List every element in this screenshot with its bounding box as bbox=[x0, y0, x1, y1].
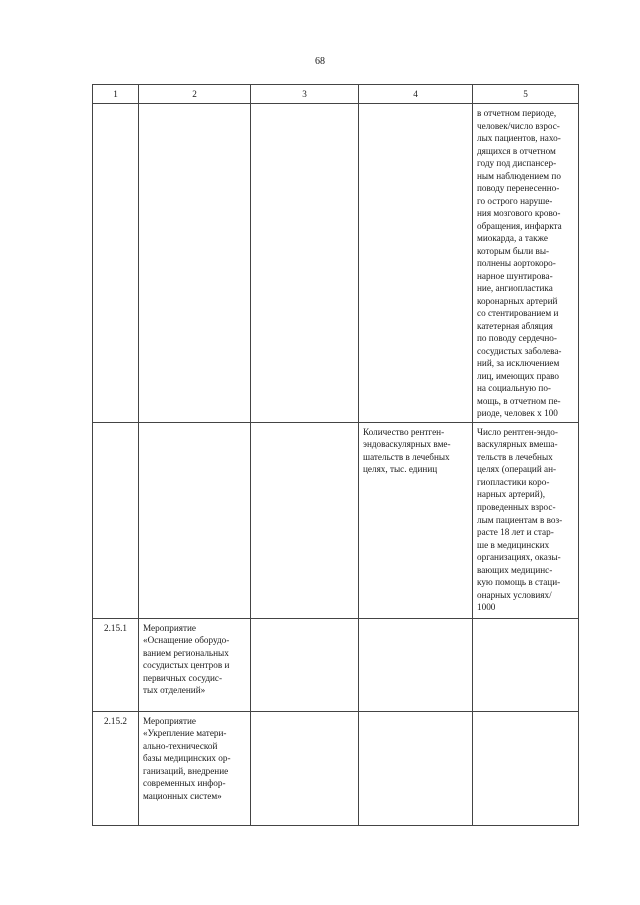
cell-description bbox=[139, 422, 251, 618]
cell-col3 bbox=[251, 618, 359, 711]
cell-number: 2.15.2 bbox=[93, 711, 139, 825]
cell-col3 bbox=[251, 711, 359, 825]
cell-col3 bbox=[251, 104, 359, 423]
column-header: 3 bbox=[251, 85, 359, 104]
cell-indicator bbox=[359, 104, 473, 423]
page-number: 68 bbox=[315, 56, 325, 67]
cell-description: Мероприятие «Укрепление матери- ально-технической базы медицинских ор- ганизаций, внедрение современных инфор- мационных систем» bbox=[139, 711, 251, 825]
table-header-row bbox=[93, 85, 579, 104]
cell-number: 2.15.1 bbox=[93, 618, 139, 711]
cell-number bbox=[93, 422, 139, 618]
column-header: 1 bbox=[93, 85, 139, 104]
table-row bbox=[93, 711, 579, 825]
cell-method: Число рентген-эндо- васкулярных вмеша- тельств в лечебных целях (операций ан- гиопластики коро- нарных артерий), проведенных взрос- лым пациентам в воз- расте 18 лет и стар- ше в медицинских организациях, оказы- вающих медицинс- кую помощь в стаци- онарных условиях/ 1000 bbox=[473, 422, 579, 618]
cell-indicator: Количество рентген- эндоваскулярных вме- шательств в лечебных целях, тыс. единиц bbox=[359, 422, 473, 618]
program-table bbox=[92, 84, 579, 826]
table-row bbox=[93, 422, 579, 618]
cell-description bbox=[139, 104, 251, 423]
column-header: 5 bbox=[473, 85, 579, 104]
cell-description: Мероприятие «Оснащение оборудо- ванием региональных сосудистых центров и первичных сосудис- тых отделений» bbox=[139, 618, 251, 711]
table-row bbox=[93, 618, 579, 711]
column-header: 4 bbox=[359, 85, 473, 104]
cell-method bbox=[473, 618, 579, 711]
cell-indicator bbox=[359, 618, 473, 711]
cell-method bbox=[473, 711, 579, 825]
column-header: 2 bbox=[139, 85, 251, 104]
table-row bbox=[93, 104, 579, 423]
cell-method: в отчетном периоде, человек/число взрос- лых пациентов, нахо- дящихся в отчетном году под диспансер- ным наблюдением по поводу перенесенно- го острого наруше- ния мозгового крово- обращения, инфаркта миокарда, а также которым были вы- полнены аортокоро- нарное шунтирова- ние, ангиопластика коронарных артерий со стентированием и катетерная абляция по поводу сердечно- сосудистых заболева- ний, за исключением лиц, имеющих право на социальную по- мощь, в отчетном пе- риоде, человек x 100 bbox=[473, 104, 579, 423]
cell-col3 bbox=[251, 422, 359, 618]
cell-number bbox=[93, 104, 139, 423]
cell-indicator bbox=[359, 711, 473, 825]
